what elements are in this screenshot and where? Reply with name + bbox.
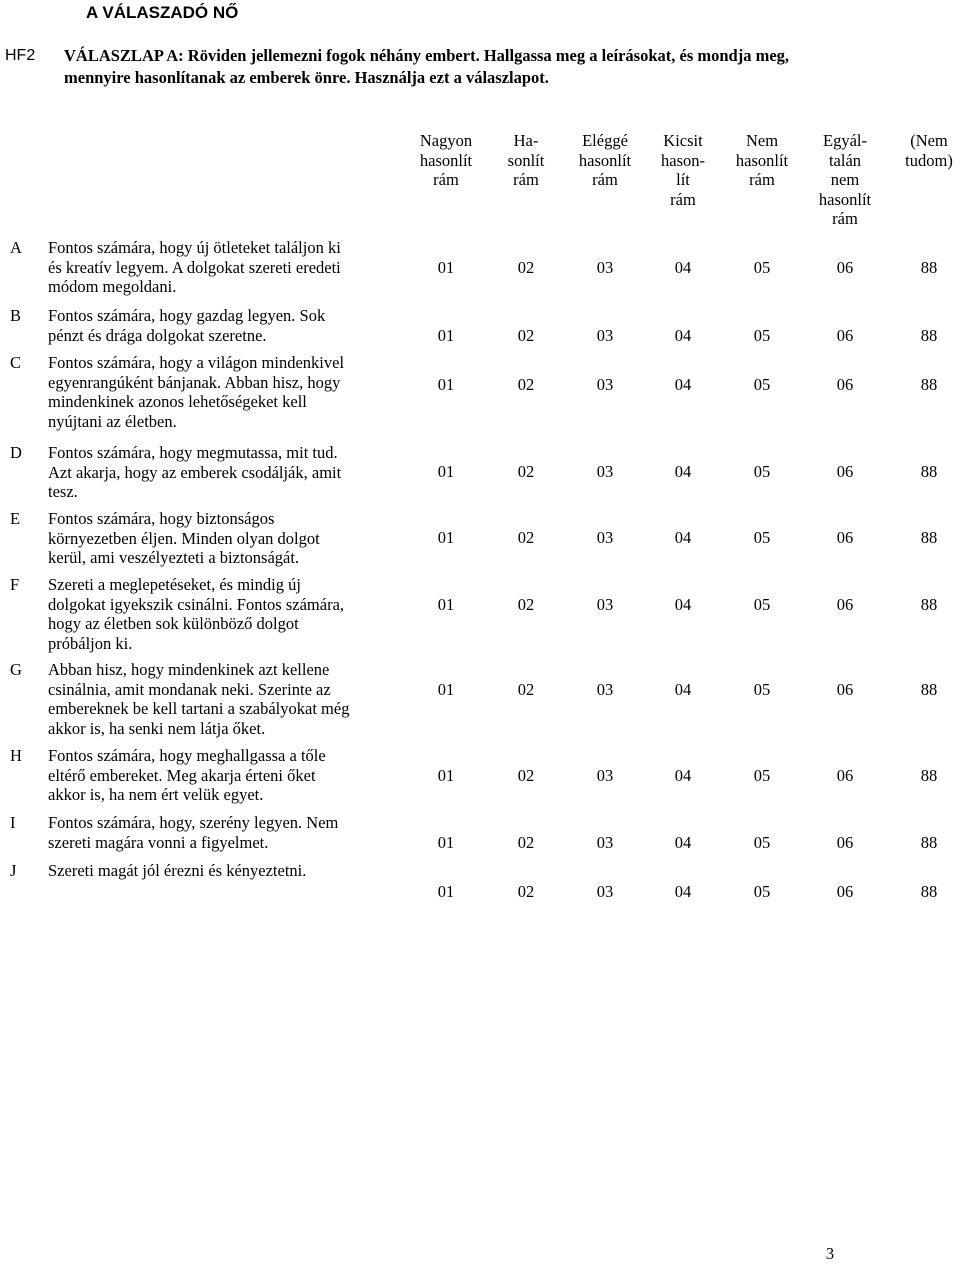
answer-code-06: 06	[836, 258, 854, 277]
item-text-line: pénzt és drága dolgokat szeretne.	[48, 325, 267, 345]
answer-code-06: 06	[836, 766, 854, 785]
item-text-line: Fontos számára, hogy új ötleteket találjon ki	[48, 238, 341, 257]
item-text-line: dolgokat igyekszik csinálni. Fontos számára,	[48, 594, 345, 614]
scale-header-line: lít	[676, 170, 690, 189]
answer-code-06: 06	[836, 680, 854, 699]
answer-code-03: 03	[596, 462, 614, 481]
answer-code-04: 04	[674, 882, 692, 901]
scale-header-line: Nagyon	[419, 131, 473, 150]
item-letter: A	[10, 238, 22, 257]
answer-code-01: 01	[437, 258, 455, 277]
section-code: HF2	[5, 47, 36, 64]
scale-header-line: sonlít	[507, 150, 545, 170]
scale-header-line: Eléggé	[582, 131, 628, 150]
scale-header-2	[481, 131, 571, 190]
answer-code-01: 01	[437, 462, 455, 481]
answer-code-02: 02	[517, 882, 535, 901]
scale-header-1	[401, 131, 491, 190]
answer-code-04: 04	[674, 462, 692, 481]
item-text-line: kerül, ami veszélyezteti a biztonságát.	[48, 548, 300, 567]
item-text-line: Fontos számára, hogy a világon mindenkivel	[48, 353, 345, 372]
item-text	[48, 443, 403, 502]
answer-code-05: 05	[753, 258, 771, 277]
answer-code-02: 02	[517, 375, 535, 394]
page-title: A VÁLASZADÓ NŐ	[86, 3, 239, 22]
answer-code-01: 01	[437, 833, 455, 852]
answer-code-04: 04	[674, 528, 692, 547]
item-text-line: Fontos számára, hogy, szerény legyen. Nem	[48, 813, 339, 832]
answer-code-05: 05	[753, 462, 771, 481]
scale-header-line: rám	[592, 170, 618, 189]
instructions-line-1: VÁLASZLAP A: Röviden jellemezni fogok néhány embert. Hallgassa meg a leírásokat, és mondja meg,	[64, 46, 790, 65]
item-text-line: Szereti a meglepetéseket, és mindig új	[48, 575, 301, 594]
item-letter: E	[10, 509, 21, 528]
scale-header-line: hasonlít	[419, 150, 473, 170]
item-letter: J	[10, 861, 17, 880]
item-text-line: nyújtani az életben.	[48, 411, 177, 431]
answer-code-03: 03	[596, 833, 614, 852]
answer-code-05: 05	[753, 766, 771, 785]
answer-code-88: 88	[920, 375, 938, 394]
scale-header-line: hason-	[661, 150, 705, 170]
answer-code-02: 02	[517, 462, 535, 481]
answer-code-06: 06	[836, 528, 854, 547]
answer-code-05: 05	[753, 326, 771, 345]
answer-code-02: 02	[517, 833, 535, 852]
item-text-line: mindenkinek azonos lehetőségeket kell	[48, 392, 307, 411]
answer-code-02: 02	[517, 680, 535, 699]
scale-header-line: nem	[830, 170, 860, 189]
item-letter: H	[10, 746, 22, 765]
answer-code-03: 03	[596, 375, 614, 394]
answer-code-05: 05	[753, 528, 771, 547]
item-text-line: embereknek be kell tartani a szabályokat még	[48, 699, 350, 718]
scale-header-line: (Nem	[910, 131, 948, 150]
item-text-line: Szereti magát jól érezni és kényeztetni.	[48, 861, 307, 880]
answer-code-01: 01	[437, 595, 455, 614]
answer-code-04: 04	[674, 258, 692, 277]
item-text-line: Fontos számára, hogy megmutassa, mit tud.	[48, 443, 338, 462]
answer-code-03: 03	[596, 766, 614, 785]
answer-code-04: 04	[674, 833, 692, 852]
answer-code-03: 03	[596, 258, 614, 277]
item-text-line: Abban hisz, hogy mindenkinek azt kellene	[48, 660, 330, 679]
scale-header-line: Kicsit	[663, 131, 703, 150]
item-text	[48, 509, 403, 568]
answer-code-06: 06	[836, 375, 854, 394]
answer-code-88: 88	[920, 326, 938, 345]
answer-code-06: 06	[836, 595, 854, 614]
item-text-line: szereti magára vonni a figyelmet.	[48, 832, 269, 852]
scale-header-line: Egyál-	[823, 131, 867, 150]
scale-header-line: hasonlít	[818, 189, 872, 209]
answer-code-06: 06	[836, 326, 854, 345]
answer-code-88: 88	[920, 680, 938, 699]
answer-code-04: 04	[674, 766, 692, 785]
instructions-line-2: mennyire hasonlítanak az emberek önre. Használja ezt a válaszlapot.	[64, 68, 549, 87]
answer-code-01: 01	[437, 528, 455, 547]
answer-code-06: 06	[836, 833, 854, 852]
answer-code-02: 02	[517, 766, 535, 785]
answer-code-03: 03	[596, 528, 614, 547]
answer-code-01: 01	[437, 326, 455, 345]
item-letter: B	[10, 306, 22, 325]
answer-code-01: 01	[437, 766, 455, 785]
answer-code-03: 03	[596, 680, 614, 699]
item-text-line: próbáljon ki.	[48, 633, 133, 653]
answer-code-03: 03	[596, 326, 614, 345]
answer-code-88: 88	[920, 882, 938, 901]
scale-header-line: rám	[832, 209, 858, 228]
item-text-line: egyenrangúként bánjanak. Abban hisz, hogy	[48, 372, 341, 392]
scale-header-7	[884, 131, 960, 170]
answer-code-01: 01	[437, 680, 455, 699]
item-letter: F	[10, 575, 20, 594]
item-text-line: környezetben éljen. Minden olyan dolgot	[48, 528, 320, 548]
scale-header-line: Ha-	[513, 131, 539, 150]
item-text-line: akkor is, ha senki nem látja őket.	[48, 718, 266, 738]
item-text	[48, 813, 403, 852]
item-text	[48, 353, 403, 431]
answer-code-88: 88	[920, 528, 938, 547]
item-text	[48, 861, 403, 881]
answer-code-06: 06	[836, 882, 854, 901]
answer-code-88: 88	[920, 258, 938, 277]
item-letter: G	[10, 660, 22, 679]
answer-code-06: 06	[836, 462, 854, 481]
answer-code-02: 02	[517, 258, 535, 277]
scale-header-line: hasonlít	[735, 150, 789, 170]
answer-code-04: 04	[674, 595, 692, 614]
answer-code-05: 05	[753, 595, 771, 614]
item-text-line: tesz.	[48, 482, 78, 501]
item-text-line: csinálnia, amit mondanak neki. Szerinte az	[48, 679, 331, 699]
item-text	[48, 575, 403, 653]
answer-code-02: 02	[517, 326, 535, 345]
item-text-line: hogy az életben sok különböző dolgot	[48, 614, 299, 633]
page-number: 3	[825, 1244, 835, 1263]
answer-code-05: 05	[753, 680, 771, 699]
answer-code-05: 05	[753, 375, 771, 394]
answer-code-88: 88	[920, 462, 938, 481]
scale-header-line: rám	[433, 170, 459, 189]
scale-header-5	[717, 131, 807, 190]
scale-header-line: rám	[670, 189, 696, 209]
scale-header-line: tudom)	[905, 150, 953, 170]
answer-code-01: 01	[437, 882, 455, 901]
scale-header-6	[800, 131, 890, 229]
item-text-line: és kreatív legyem. A dolgokat szereti eredeti	[48, 257, 341, 277]
answer-code-04: 04	[674, 680, 692, 699]
item-text-line: Fontos számára, hogy biztonságos	[48, 509, 275, 528]
answer-code-05: 05	[753, 882, 771, 901]
scale-header-line: rám	[513, 170, 539, 189]
item-text	[48, 746, 403, 805]
answer-code-03: 03	[596, 882, 614, 901]
answer-code-02: 02	[517, 595, 535, 614]
scale-header-line: hasonlít	[578, 150, 632, 170]
instructions	[64, 45, 954, 89]
item-text-line: Azt akarja, hogy az emberek csodálják, amit	[48, 462, 342, 482]
item-text-line: eltérő embereket. Meg akarja érteni őket	[48, 765, 316, 785]
scale-header-line: Nem	[745, 131, 779, 150]
item-letter: C	[10, 353, 22, 372]
item-text-line: akkor is, ha nem ért velük egyet.	[48, 785, 264, 804]
scale-header-3	[560, 131, 650, 190]
answer-code-05: 05	[753, 833, 771, 852]
scale-header-line: talán	[828, 150, 862, 170]
answer-code-04: 04	[674, 375, 692, 394]
item-text	[48, 660, 403, 738]
answer-code-88: 88	[920, 833, 938, 852]
answer-code-88: 88	[920, 595, 938, 614]
item-letter: I	[10, 813, 16, 832]
item-text	[48, 306, 403, 345]
answer-code-03: 03	[596, 595, 614, 614]
scale-header-line: rám	[749, 170, 775, 189]
item-letter: D	[10, 443, 22, 462]
answer-code-88: 88	[920, 766, 938, 785]
scale-header-4	[638, 131, 728, 209]
item-text-line: módom megoldani.	[48, 277, 177, 296]
answer-code-01: 01	[437, 375, 455, 394]
item-text	[48, 238, 403, 297]
item-text-line: Fontos számára, hogy gazdag legyen. Sok	[48, 306, 326, 325]
answer-code-02: 02	[517, 528, 535, 547]
item-text-line: Fontos számára, hogy meghallgassa a tőle	[48, 746, 326, 765]
answer-code-04: 04	[674, 326, 692, 345]
